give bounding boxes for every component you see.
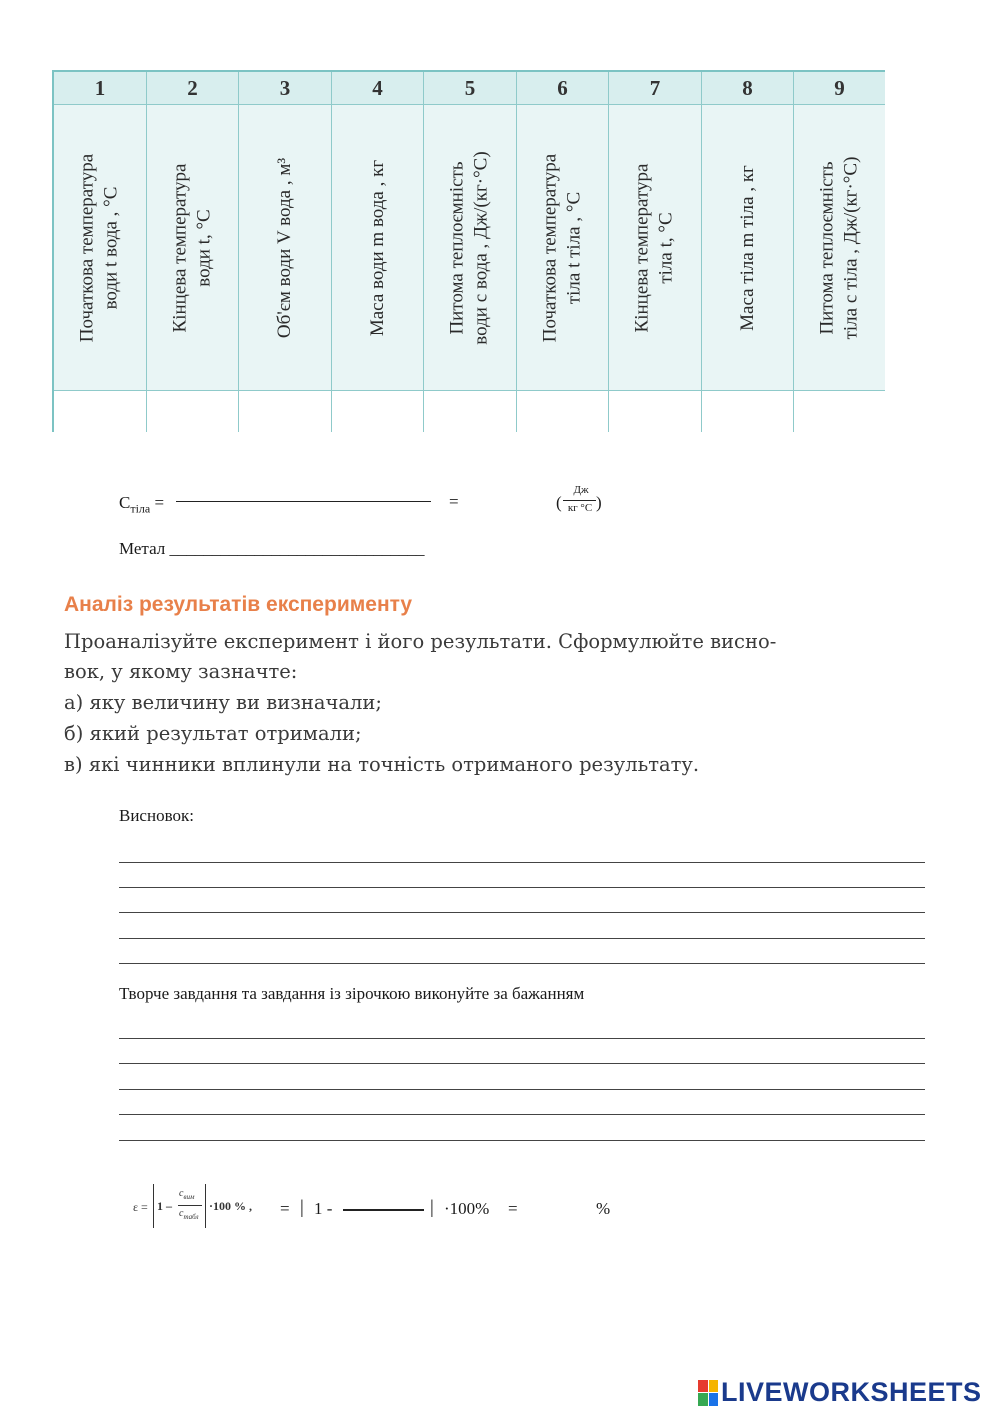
logo-square-red — [698, 1380, 708, 1393]
error-fraction-line[interactable] — [343, 1209, 424, 1211]
epsilon-label: ε = — [133, 1200, 148, 1214]
header-line: Кінцева температура — [169, 163, 191, 332]
unit-denominator: кг °С — [567, 502, 593, 514]
header-line: тіла c тіла , Дж/(кг·°С) — [840, 156, 862, 339]
c-subscript: тіла — [130, 501, 151, 516]
times-100-percent: ·100 % , — [209, 1199, 253, 1213]
unit-numerator: Дж — [573, 484, 589, 496]
analysis-line-2: вок, у якому зазначте: — [64, 660, 298, 683]
column-number-9: 9 — [794, 72, 885, 105]
column-number-3: 3 — [239, 72, 332, 105]
column-header-body-specific-heat — [794, 105, 885, 391]
column-header-water-specific-heat — [424, 105, 517, 391]
conclusion-write-line[interactable] — [119, 862, 925, 863]
column-number-8: 8 — [702, 72, 794, 105]
conclusion-write-line[interactable] — [119, 887, 925, 888]
column-header-water-mass — [332, 105, 424, 391]
metal-label: Метал — [119, 539, 166, 558]
metal-row — [119, 539, 425, 559]
analysis-line-4: б) який результат отримали; — [64, 722, 362, 745]
column-header-water-volume — [239, 105, 332, 391]
column-number-6: 6 — [517, 72, 609, 105]
table-input-cell-8[interactable] — [702, 391, 794, 432]
table-input-cell-3[interactable] — [239, 391, 332, 432]
analysis-section-title: Аналіз результатів експерименту — [64, 593, 413, 616]
c-table — [179, 1208, 199, 1221]
column-number-5: 5 — [424, 72, 517, 105]
c-tila-equals2: = — [449, 492, 459, 511]
conclusion-label: Висновок: — [119, 806, 194, 825]
logo-square-green — [698, 1393, 708, 1406]
header-line: Кінцева температура — [631, 163, 653, 332]
column-header-initial-body-temp — [517, 105, 609, 391]
analysis-line-5: в) які чинники вплинули на точність отриманого результату. — [64, 753, 700, 776]
c-measured-sub: вим — [183, 1193, 195, 1201]
creative-task-text: Творче завдання та завдання із зірочкою виконуйте за бажанням — [119, 984, 585, 1003]
error-percent: % — [596, 1199, 611, 1218]
error-equals-2: = — [508, 1199, 518, 1218]
error-times-100: ·100% — [444, 1199, 490, 1218]
c-table-symbol: c — [179, 1208, 184, 1219]
table-input-cell-4[interactable] — [332, 391, 424, 432]
analysis-line-1: Проаналізуйте експеримент і його результати. Сформулюйте висно- — [64, 630, 777, 653]
header-line: тіла t, °С — [656, 211, 677, 284]
ratio-bar — [178, 1205, 202, 1206]
conclusion-write-line[interactable] — [119, 963, 925, 964]
header-line: Питома теплоємність — [446, 160, 468, 335]
header-line: води t вода , °С — [101, 186, 122, 309]
column-number-4: 4 — [332, 72, 424, 105]
logo-mark-icon — [698, 1380, 718, 1406]
c-measured-symbol: c — [179, 1188, 184, 1199]
creative-write-line[interactable] — [119, 1063, 925, 1064]
column-header-body-mass — [702, 105, 794, 391]
abs-bar-left — [153, 1184, 154, 1228]
error-bar-right: | — [430, 1197, 434, 1218]
unit-fraction-bar — [563, 500, 596, 501]
c-tila-fraction-line[interactable] — [176, 501, 431, 502]
header-line: Початкова температура — [76, 153, 98, 342]
c-equals: = — [154, 493, 165, 512]
creative-write-line[interactable] — [119, 1038, 925, 1039]
conclusion-write-line[interactable] — [119, 912, 925, 913]
header-line: Початкова температура — [539, 153, 561, 342]
analysis-line-3: а) яку величину ви визначали; — [64, 691, 382, 714]
header-line: тіла t тіла , °С — [563, 191, 585, 304]
c-tila-label — [119, 493, 164, 516]
abs-bar-right — [205, 1184, 206, 1228]
header-line: Питома теплоємність — [816, 160, 838, 335]
header-line: води t, °С — [193, 208, 215, 287]
c-table-sub: табл — [183, 1213, 199, 1221]
creative-write-line[interactable] — [119, 1114, 925, 1115]
logo-text: LIVEWORKSHEETS — [721, 1377, 982, 1407]
header-line: Об'єм води V вода , м³ — [273, 157, 295, 338]
liveworksheets-logo[interactable] — [698, 1377, 982, 1408]
conclusion-write-line[interactable] — [119, 938, 925, 939]
header-line: Маса тіла m тіла , кг — [736, 164, 758, 331]
error-bar-left: | — [300, 1197, 304, 1218]
column-header-initial-water-temp — [54, 105, 147, 391]
logo-square-blue — [709, 1393, 719, 1406]
one-minus: 1 – — [157, 1199, 172, 1213]
unit-open-paren: ( — [556, 493, 562, 512]
table-input-cell-2[interactable] — [147, 391, 239, 432]
table-input-cell-9[interactable] — [794, 391, 885, 432]
creative-write-line[interactable] — [119, 1140, 925, 1141]
table-input-cell-7[interactable] — [609, 391, 702, 432]
logo-square-yellow — [709, 1380, 719, 1393]
header-line: води c вода , Дж/(кг·°С) — [471, 150, 492, 345]
table-input-cell-1[interactable] — [54, 391, 147, 432]
column-header-final-body-temp — [609, 105, 702, 391]
unit-close-paren: ) — [596, 493, 602, 512]
relative-error-formula-image — [127, 1180, 267, 1236]
error-one-minus: 1 - — [314, 1199, 333, 1218]
column-number-1: 1 — [54, 72, 147, 105]
table-input-cell-5[interactable] — [424, 391, 517, 432]
column-number-2: 2 — [147, 72, 239, 105]
column-header-final-water-temp — [147, 105, 239, 391]
error-equals-1: = — [280, 1199, 290, 1218]
c-measured — [179, 1188, 194, 1201]
c-symbol: С — [119, 493, 131, 512]
creative-write-line[interactable] — [119, 1089, 925, 1090]
header-line: Маса води m вода , кг — [366, 159, 388, 336]
measurement-table — [52, 70, 885, 432]
column-number-7: 7 — [609, 72, 702, 105]
table-input-cell-6[interactable] — [517, 391, 609, 432]
metal-input-blank[interactable]: ______________________________ — [169, 539, 425, 558]
